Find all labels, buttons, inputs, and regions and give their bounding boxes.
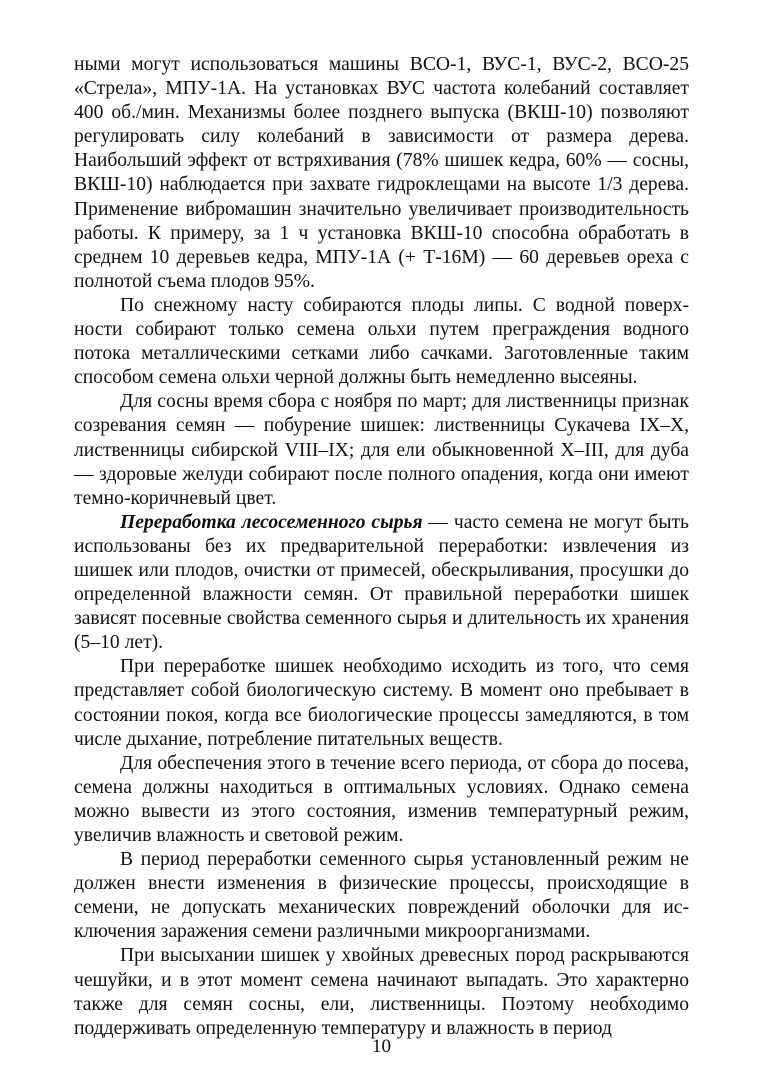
paragraph: В период переработки семенного сырья установленный режим не должен внести изменения в физические процессы, происходящие в семени, не допускать механических повреждений оболочки для исключения заражения семени различными микроорганизмами. — [74, 849, 689, 943]
paragraph-continuation: ными могут использоваться машины ВСО-1, ВУС-1, ВУС-2, ВСО-25 «Стрела», МПУ-1А. На установках ВУС частота колебаний составляет 400 об./мин. Механизмы более позднего выпуска (ВКШ-10) позволяют регулировать силу колебаний в зависимости от размера дерева. Наибольший эффект от встряхивания (78% шишек кедра, 60% — сосны, ВКШ-10) наблюдается при захвате гидроклещами на высоте 1/3 дерева. Применение вибромашин значительно увеличивает производительность работы. К примеру, за 1 ч установка ВКШ-10 способна обработать в среднем 10 деревьев кедра, МПУ-1А (+ Т-16М) — 60 деревьев ореха с полнотой съема плодов 95%. — [74, 54, 689, 292]
paragraph: При переработке шишек необходимо исходить из того, что семя представляет собой биологическую систему. В момент оно пребывает в состоянии покоя, когда все биологические процессы замедляются, в том числе дыхание, потребление питательных веществ. — [74, 656, 689, 750]
definition-text: — часто семена не могут быть использованы без их предварительной переработки: извлечения из шишек или плодов, очистки от примесей, обескрыливания, просушки до определенной влажности семян. От правильной переработки шишек зависят посевные свойства семенного сырья и длительность их хранения (5–10 лет). — [74, 511, 689, 654]
paragraph: Для сосны время сбора с ноября по март; для лиственницы признак созревания семян — побурение шишек: лиственницы Сукачева IX–X, лиственницы сибирской VIII–IX; для ели обыкновенной X–III, для дуба — здоровые желуди собирают после полного опадения, когда они имеют темно-коричневый цвет. — [74, 391, 689, 509]
paragraph: Для обеспечения этого в течение всего периода, от сбора до посева, семена должны находиться в оптимальных условиях. Однако семена можно вывести из этого состояния, изменив температурный режим, увеличив влажность и световой режим. — [74, 752, 689, 846]
paragraph: По снежному насту собираются плоды липы. С водной поверхности собирают только семена ольхи путем преграждения водного потока металлическими сетками либо сачками. Заготовленные таким способом семена ольхи черной должны быть немедленно высеяны. — [74, 294, 689, 389]
page-number: 10 — [372, 1036, 391, 1057]
term-heading: Переработка лесосеменного сырья — [120, 511, 423, 533]
paragraph: При высыхании шишек у хвойных древесных пород раскрываются чешуйки, и в этот момент семена начинают выпадать. Это характерно также для семян сосны, ели, лиственницы. Поэтому необходимо поддерживать определенную температуру и влажность в период — [74, 945, 689, 1039]
body-text — [74, 53, 689, 1041]
paragraph-definition — [74, 511, 689, 656]
